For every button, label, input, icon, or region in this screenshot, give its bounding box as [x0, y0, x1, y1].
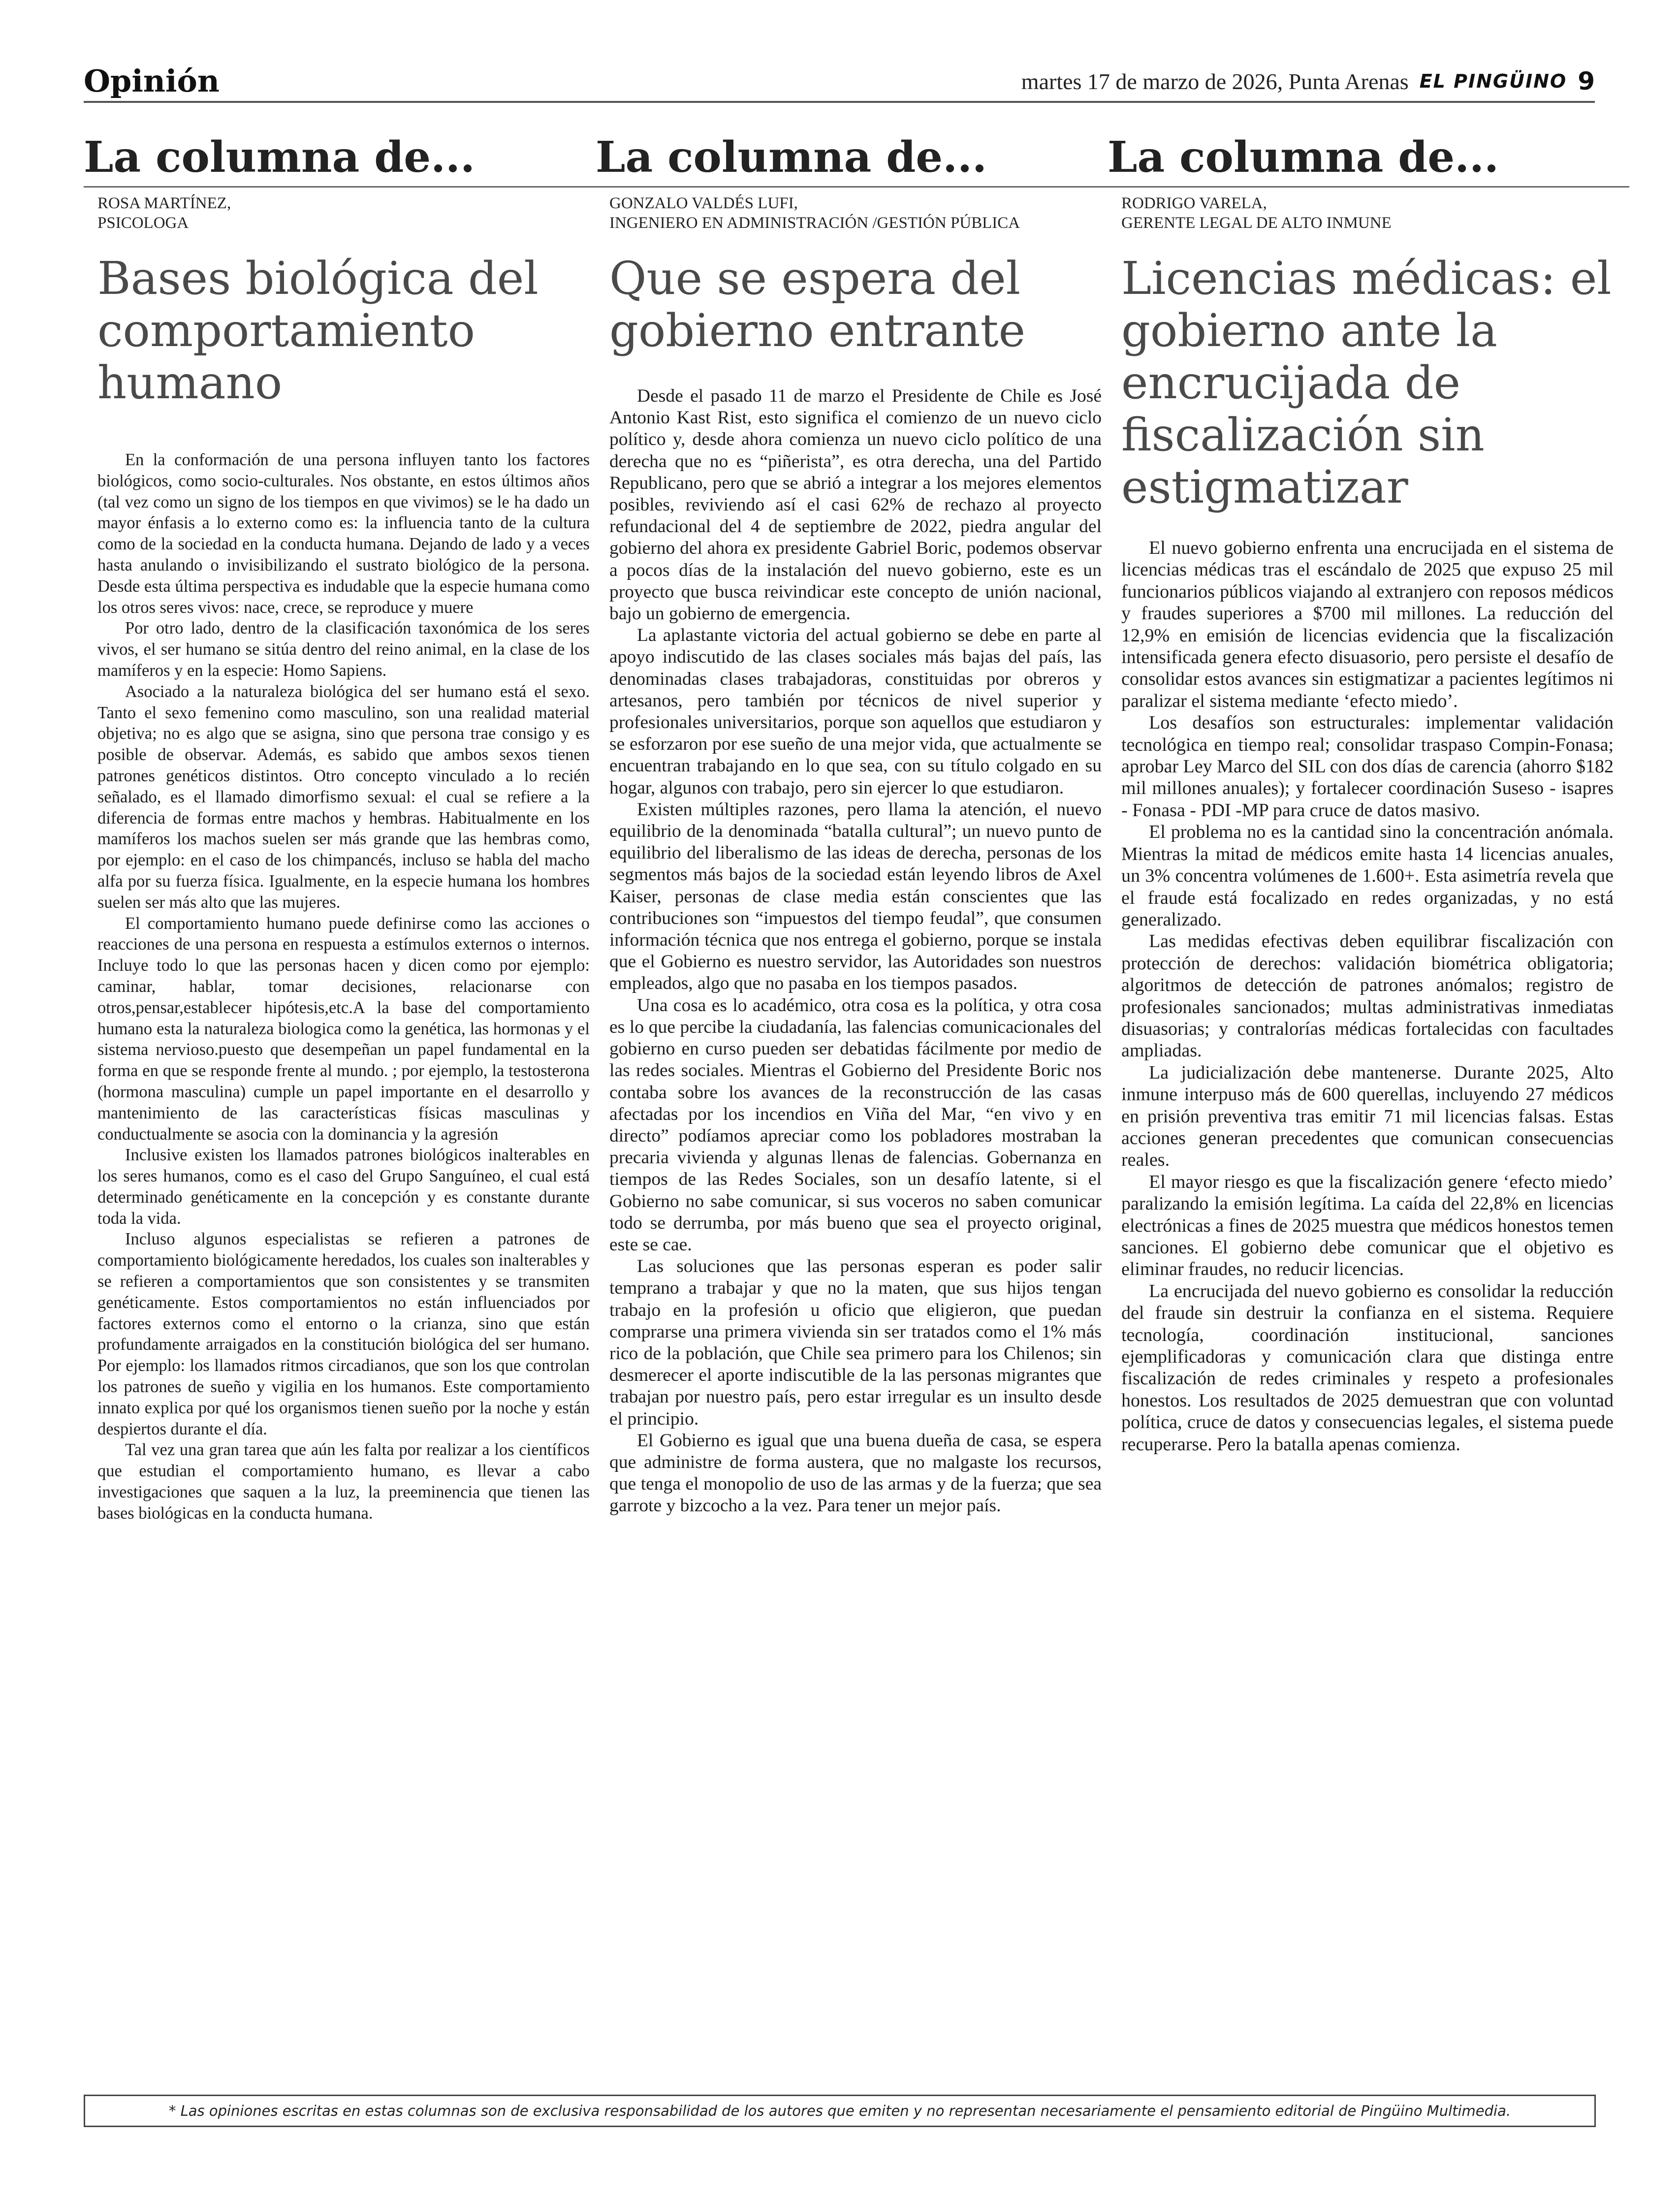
paragraph: El comportamiento humano puede definirse como las acciones o reacciones de una persona en respuesta a estímulos externos o internos. Incluye todo lo que las personas hacen y dicen como por ejemplo: caminar, hablar, tomar decisiones, relacionarse con otros,pensar,establecer hipótesis,etc.A la base del comportamiento humano esta la naturaleza biologica como la genética, las hormonas y el sistema nervioso.puesto que desempeñan un papel fundamental en la forma en que se responde frente al mundo. ; por ejemplo, la testosterona (hormona masculina) cumple un papel importante en el desarrollo y mantenimiento de las características físicas masculinas y conductualmente se asocia con la dominancia y la agresión [97, 914, 590, 1144]
column-kicker: La columna de... [596, 133, 1117, 188]
column-kicker: La columna de... [1108, 133, 1629, 188]
paragraph: El Gobierno es igual que una buena dueña de casa, se espera que administre de forma austera, que no malgaste los recursos, que tenga el monopolio de uso de las armas y de la fuerza; que sea garrote y bizcocho a la vez. Para tener un mejor país. [609, 1430, 1102, 1516]
header-meta [1021, 62, 1595, 101]
paragraph: El problema no es la cantidad sino la concentración anómala. Mientras la mitad de médicos emite hasta 14 licencias anuales, un 3% concentra volúmenes de 1.600+. Esta asimetría revela que el fraude está focalizado en redes organizadas, y no está generalizado. [1121, 822, 1614, 930]
page-header [84, 62, 1595, 103]
author-role: INGENIERO EN ADMINISTRACIÓN /GESTIÓN PÚBLICA [609, 214, 1020, 232]
paragraph: Las medidas efectivas deben equilibrar fiscalización con protección de derechos: validación biométrica obligatoria; algoritmos de detección de patrones anómalos; registro de profesionales sancionados; multas administrativas inmediatas disuasorias; y contralorías médicas fortalecidas con facultades ampliadas. [1121, 931, 1614, 1061]
author-block [1121, 193, 1629, 233]
article-body [97, 449, 590, 1524]
page-number: 9 [1578, 67, 1595, 96]
paragraph: Los desafíos son estructurales: implementar validación tecnológica en tiempo real; consolidar traspaso Compin-Fonasa; aprobar Ley Marco del SIL con dos días de carencia (ahorro $182 mil millones anuales); y fortalecer coordinación Suseso - isapres - Fonasa - PDI -MP para cruce de datos masivo. [1121, 712, 1614, 821]
section-title: Opinión [84, 63, 220, 99]
newspaper-logo: EL PINGÜINO [1419, 70, 1567, 92]
article-title: Licencias médicas: el gobierno ante la encrucijada de fiscalización sin estigmatizar [1121, 252, 1612, 513]
author-name: ROSA MARTÍNEZ, [97, 194, 231, 212]
paragraph: En la conformación de una persona influyen tanto los factores biológicos, como socio-culturales. Nos obstante, en estos últimos años (tal vez como un signo de los tiempos en que vivimos) se le ha dado un mayor énfasis a lo externo como es: la influencia tanto de la cultura como de la sociedad en la conducta humana. Dejando de lado y a veces hasta anulando o invisibilizando el sustrato biológico de la persona. Desde esta última perspectiva es indudable que la especie humana como los otros seres vivos: nace, crece, se reproduce y muere [97, 450, 590, 617]
column-rosa-martinez [84, 133, 605, 1524]
paragraph: Incluso algunos especialistas se refieren a patrones de comportamiento biológicamente heredados, los cuales son inalterables y se refieren a comportamientos que son consistentes y se transmiten genéticamente. Estos comportamientos no están influenciados por factores externos como el entorno o la crianza, sino que están profundamente arraigados en la constitución biológica del ser humano. Por ejemplo: los llamados ritmos circadianos, que son los que controlan los patrones de sueño y vigilia en los humanos. Este comportamiento innato explica por qué los organismos tienen sueño por la noche y están despiertos durante el día. [97, 1230, 590, 1438]
paragraph: Las soluciones que las personas esperan es poder salir temprano a trabajar y que no la maten, que sus hijos tengan trabajo en la profesión u oficio que eligieron, que puedan comprarse una primera vivienda sin ser tratados como el 1% más rico de la población, que Chile sea primero para los Chilenos; sin desmerecer el aporte indiscutible de la las personas migrantes que trabajan por nuestro país, pero estar irregular es un insulto desde el principio. [609, 1256, 1102, 1429]
article-title: Bases biológica del comportamiento humano [97, 252, 539, 409]
author-role: PSICOLOGA [97, 214, 189, 232]
paragraph: La encrucijada del nuevo gobierno es consolidar la reducción del fraude sin destruir la confianza en el sistema. Requiere tecnología, coordinación institucional, sanciones ejemplificadoras y comunicación clara que distinga entre fiscalización de redes criminales y respeto a profesionales honestos. Los resultados de 2025 demuestran que con voluntad política, cruce de datos y consecuencias legales, el sistema puede recuperarse. Pero la batalla apenas comienza. [1121, 1280, 1614, 1455]
paragraph: El mayor riesgo es que la fiscalización genere ‘efecto miedo’ paralizando la emisión legítima. La caída del 22,8% en licencias electrónicas a fines de 2025 muestra que médicos honestos temen sanciones. El gobierno debe comunicar que el objetivo es eliminar fraudes, no reducir licencias. [1121, 1171, 1614, 1280]
paragraph: Una cosa es lo académico, otra cosa es la política, y otra cosa es lo que percibe la ciudadanía, las falencias comunicacionales del gobierno en curso pueden ser debatidas fácilmente por medio de las redes sociales. Mientras el Gobierno del Presidente Boric nos contaba sobre los avances de la reconstrucción de las casas afectadas por los incendios en Viña del Mar, “en vivo y en directo” podíamos apreciar como los pobladores mostraban la precaria vivienda y algunas llenas de falencias. Gobernanza en tiempos de las Redes Sociales, son un desafío latente, si el Gobierno no sabe comunicar, si sus voceros no saben comunicar todo se derrumba, por más bueno que sea el proyecto original, este se cae. [609, 995, 1102, 1255]
paragraph: La aplastante victoria del actual gobierno se debe en parte al apoyo indiscutido de las clases sociales más bajas del país, las denominadas clases trabajadoras, constituidas por obreros y artesanos, pero también por técnicos de nivel superior y profesionales universitarios, porque son aquellos que estudiaron y se esforzaron por ese sueño de una mejor vida, que actualmente se encuentran trabajando en lo que sea, con su título colgado en su hogar, algunos con trabajo, pero sin ejercer lo que estudiaron. [609, 625, 1102, 798]
article-title: Que se espera del gobierno entrante [609, 252, 1026, 357]
paragraph: Asociado a la naturaleza biológica del ser humano está el sexo. Tanto el sexo femenino como masculino, son una realidad material objetiva; no es algo que se asigna, sino que persona trae consigo y es posible de observar. Además, es sabido que ambos sexos tienen patrones genéticos distintos. Otro concepto vinculado a lo recién señalado, es el llamado dimorfismo sexual: el cual se refiere a la diferencia de formas entre machos y hembras. Habitualmente en los mamíferos los machos suelen ser más grande que las hembras como, por ejemplo: en el caso de los chimpancés, incluso se habla del macho alfa por su fuerza física. Igualmente, en la especie humana los hombres suelen ser más alto que las mujeres. [97, 682, 590, 912]
column-gonzalo-valdes [596, 133, 1117, 1517]
paragraph: Existen múltiples razones, pero llama la atención, el nuevo equilibrio de la denominada “batalla cultural”; un nuevo punto de equilibrio del liberalismo de las ideas de derecha, personas de los segmentos más bajos de la sociedad están leyendo libros de Axel Kaiser, personas de clase media están conscientes que las contribuciones son “impuestos del tiempo feudal”, que consumen información técnica que nos entrega el gobierno, porque se instala que el Gobierno es nuestro servidor, las Autoridades son nuestros empleados, algo que no pasaba en los tiempos pasados. [609, 799, 1102, 994]
paragraph: Por otro lado, dentro de la clasificación taxonómica de los seres vivos, el ser humano se sitúa dentro del reino animal, en la clase de los mamíferos y en la especie: Homo Sapiens. [97, 619, 590, 680]
disclaimer-box [84, 2095, 1596, 2127]
column-kicker: La columna de... [84, 133, 605, 188]
issue-date: martes 17 de marzo de 2026, Punta Arenas [1021, 68, 1409, 94]
paragraph: Inclusive existen los llamados patrones biológicos inalterables en los seres humanos, como es el caso del Grupo Sanguíneo, el cual está determinado genéticamente en la concepción y es constante durante toda la vida. [97, 1146, 590, 1228]
column-rodrigo-varela [1108, 133, 1629, 1455]
author-block [609, 193, 1117, 233]
article-body [1121, 537, 1614, 1455]
paragraph: Desde el pasado 11 de marzo el Presidente de Chile es José Antonio Kast Rist, esto significa el comienzo de un nuevo ciclo político y, desde ahora comienza un nuevo ciclo político de una derecha que no es “piñerista”, es otra derecha, una del Partido Republicano, pero que se abrió a integrar a los mejores elementos posibles, reviviendo así el casi 62% de rechazo al proyecto refundacional del 4 de septiembre de 2022, piedra angular del gobierno del ahora ex presidente Gabriel Boric, podemos observar a pocos días de la instalación del nuevo gobierno, este es un proyecto que busca reivindicar este concepto de unión nacional, bajo un gobierno de emergencia. [609, 386, 1102, 624]
author-block [97, 193, 605, 233]
disclaimer-text: * Las opiniones escritas en estas columnas son de exclusiva responsabilidad de los autores que emiten y no representan necesariamente el pensamiento editorial de Pingüino Multimedia. [168, 2102, 1511, 2119]
paragraph: Tal vez una gran tarea que aún les falta por realizar a los científicos que estudian el comportamiento humano, es llevar a cabo investigaciones que saquen a la luz, la preeminencia que tienen las bases biológicas en la conducta humana. [97, 1440, 590, 1523]
paragraph: La judicialización debe mantenerse. Durante 2025, Alto inmune interpuso más de 600 querellas, incluyendo 27 médicos en prisión preventiva tras emitir 71 mil licencias falsas. Estas acciones generan precedentes que comunican consecuencias reales. [1121, 1062, 1614, 1171]
author-name: GONZALO VALDÉS LUFI, [609, 194, 798, 212]
author-name: RODRIGO VARELA, [1121, 194, 1267, 212]
paragraph: El nuevo gobierno enfrenta una encrucijada en el sistema de licencias médicas tras el escándalo de 2025 que expuso 25 mil funcionarios públicos viajando al extranjero con reposos médicos y fraudes superiores a $700 mil millones. La reducción del 12,9% en emisión de licencias evidencia que la fiscalización intensificada genera efecto disuasorio, pero persiste el desafío de consolidar estos avances sin estigmatizar a pacientes legítimos ni paralizar el sistema mediante ‘efecto miedo’. [1121, 538, 1614, 711]
article-body [609, 385, 1102, 1517]
author-role: GERENTE LEGAL DE ALTO INMUNE [1121, 214, 1392, 232]
